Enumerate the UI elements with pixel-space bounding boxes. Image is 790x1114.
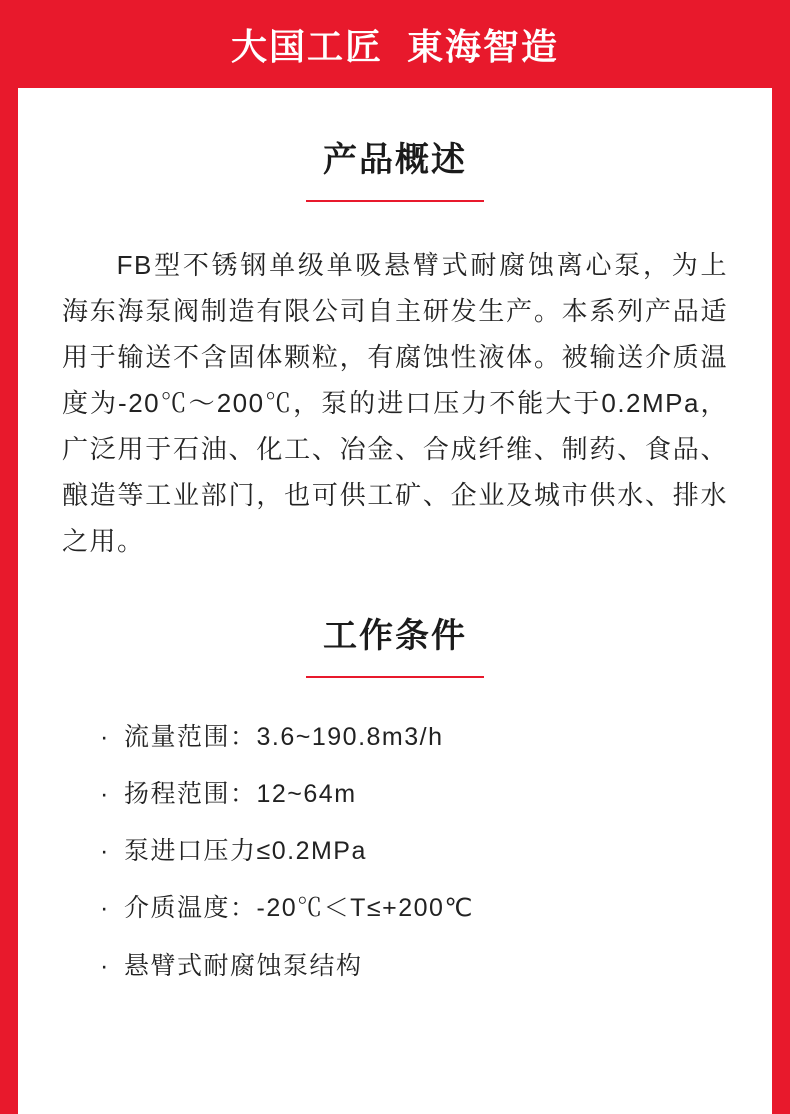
bullet-icon: · <box>100 779 110 808</box>
list-item-label: 泵进口压力≤0.2MPa <box>124 837 367 866</box>
list-item <box>100 951 728 982</box>
brand-banner <box>0 0 790 88</box>
section-conditions-underline <box>306 676 484 678</box>
working-conditions-list <box>62 722 728 982</box>
list-item-label: 悬臂式耐腐蚀泵结构 <box>124 951 363 980</box>
bullet-icon: · <box>100 837 110 866</box>
section-overview-paragraph: FB型不锈钢单级单吸悬臂式耐腐蚀离心泵，为上海东海泵阀制造有限公司自主研发生产。本系列产品适用于输送不含固体颗粒，有腐蚀性液体。被输送介质温度为-20℃～200℃，泵的进口压力不能大于0.2MPa，广泛用于石油、化工、冶金、合成纤维、制药、食品、酿造等工业部门，也可供工矿、企业及城市供水、排水之用。 <box>62 249 728 556</box>
section-working-conditions <box>18 616 772 982</box>
list-item <box>100 836 728 867</box>
bullet-icon: · <box>100 722 110 751</box>
list-item <box>100 893 728 924</box>
brand-banner-title: 大国工匠 東海智造 <box>230 25 559 67</box>
list-item-label: 扬程范围：12~64m <box>124 779 357 808</box>
section-conditions-title: 工作条件 <box>323 616 467 655</box>
section-overview-title: 产品概述 <box>323 141 467 179</box>
list-item-label: 流量范围：3.6~190.8m3/h <box>124 722 444 751</box>
section-conditions-header <box>62 616 728 678</box>
list-item-label: 介质温度：-20℃＜T≤+200℃ <box>124 894 475 923</box>
section-product-overview <box>18 140 772 564</box>
list-item <box>100 722 728 753</box>
bullet-icon: · <box>100 894 110 923</box>
section-overview-header <box>62 140 728 202</box>
section-overview-underline <box>306 200 484 202</box>
bullet-icon: · <box>100 951 110 980</box>
list-item <box>100 779 728 810</box>
